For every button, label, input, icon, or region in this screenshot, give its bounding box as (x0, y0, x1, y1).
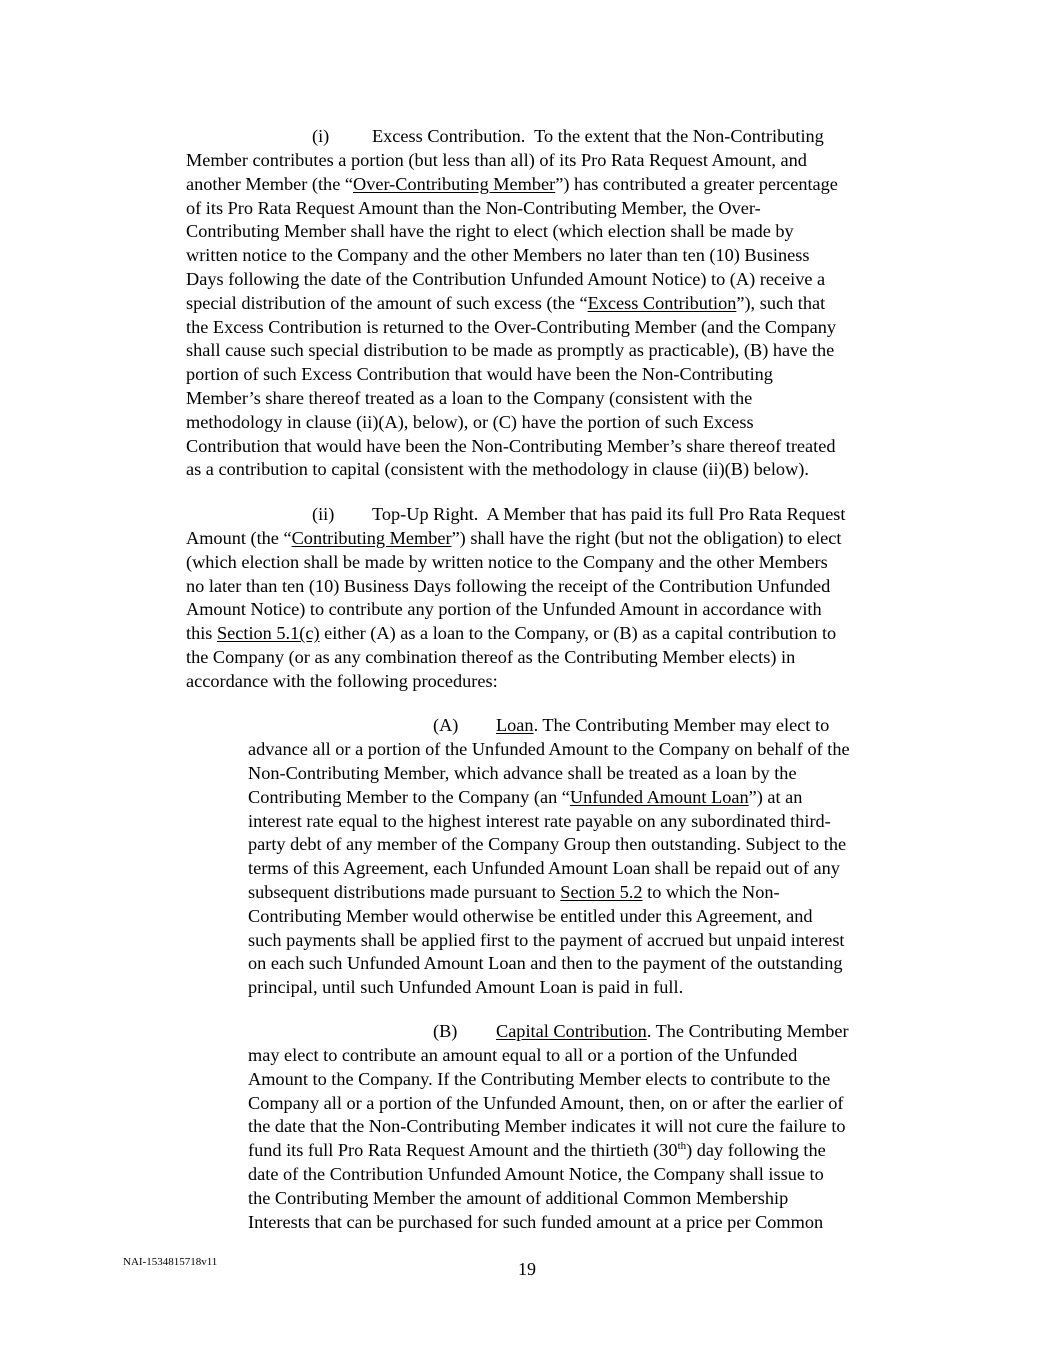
section-number: (B) (433, 1021, 458, 1041)
paragraph-line: the date that the Non-Contributing Member indicates it will not cure the failure to (248, 1116, 846, 1136)
paragraph-line: Days following the date of the Contribution Unfunded Amount Notice) to (A) receive a (186, 269, 826, 289)
section-number: (ii) (312, 504, 335, 524)
paragraph-line: written notice to the Company and the other Members no later than ten (10) Business (186, 245, 810, 265)
paragraph-line: Contributing Member would otherwise be entitled under this Agreement, and (248, 906, 813, 926)
paragraph-line: Amount (the “Contributing Member”) shall have the right (but not the obligation) to elect (186, 528, 842, 548)
paragraph-line: as a contribution to capital (consistent with the methodology in clause (ii)(B) below). (186, 459, 809, 479)
section-heading: Loan (496, 715, 534, 735)
paragraph-line: Contributing Member to the Company (an “Unfunded Amount Loan”) at an (248, 787, 803, 807)
paragraph-line: subsequent distributions made pursuant to Section 5.2 to which the Non- (248, 882, 780, 902)
paragraph-line: Amount Notice) to contribute any portion of the Unfunded Amount in accordance with (186, 599, 822, 619)
paragraph-line: the Company (or as any combination thereof as the Contributing Member elects) in (186, 647, 796, 667)
section-number: (i) (312, 126, 330, 146)
paragraph-line: on each such Unfunded Amount Loan and then to the payment of the outstanding (248, 953, 843, 973)
defined-term-contributing-member: Contributing Member (291, 528, 452, 548)
defined-term-excess-contribution: Excess Contribution (587, 293, 737, 313)
paragraph-line: interest rate equal to the highest interest rate payable on any subordinated third- (248, 811, 831, 831)
paragraph-line: Contributing Member shall have the right to elect (which election shall be made by (186, 221, 794, 241)
paragraph-line: such payments shall be applied first to the payment of accrued but unpaid interest (248, 930, 845, 950)
paragraph-line: Company all or a portion of the Unfunded Amount, then, on or after the earlier of (248, 1093, 844, 1113)
paragraph-line: the Excess Contribution is returned to the Over-Contributing Member (and the Company (186, 317, 837, 337)
paragraph-line: date of the Contribution Unfunded Amount Notice, the Company shall issue to (248, 1164, 824, 1184)
document-id: NAI-1534815718v11 (123, 1256, 218, 1268)
page-number: 19 (518, 1259, 536, 1279)
section-reference-5-2[interactable]: Section 5.2 (560, 882, 643, 902)
paragraph-line: Amount to the Company. If the Contributing Member elects to contribute to the (248, 1069, 831, 1089)
paragraph-line: shall cause such special distribution to be made as promptly as practicable), (B) have the (186, 340, 835, 360)
paragraph-line: this Section 5.1(c) either (A) as a loan to the Company, or (B) as a capital contribution to (186, 623, 837, 643)
paragraph-line: no later than ten (10) Business Days following the receipt of the Contribution Unfunded (186, 576, 831, 596)
paragraph-line: of its Pro Rata Request Amount than the Non-Contributing Member, the Over- (186, 198, 761, 218)
paragraph-line: (which election shall be made by written notice to the Company and the other Members (186, 552, 828, 572)
paragraph-line: advance all or a portion of the Unfunded Amount to the Company on behalf of the (248, 739, 850, 759)
paragraph-line: portion of such Excess Contribution that would have been the Non-Contributing (186, 364, 773, 384)
paragraph-line: Non-Contributing Member, which advance shall be treated as a loan by the (248, 763, 797, 783)
paragraph-line: Interests that can be purchased for such funded amount at a price per Common (248, 1212, 824, 1232)
paragraph-line: accordance with the following procedures: (186, 671, 498, 691)
defined-term-unfunded-amount-loan: Unfunded Amount Loan (569, 787, 749, 807)
paragraph-line: Member’s share thereof treated as a loan to the Company (consistent with the (186, 388, 753, 408)
paragraph-line: Contribution that would have been the Non-Contributing Member’s share thereof treated (186, 436, 836, 456)
paragraph-line: another Member (the “Over-Contributing Member”) has contributed a greater percentage (186, 174, 838, 194)
ordinal-suffix: th (677, 1140, 687, 1152)
section-reference-5-1-c[interactable]: Section 5.1(c) (216, 623, 320, 643)
paragraph-line: fund its full Pro Rata Request Amount and the thirtieth (30th) day following the (248, 1140, 826, 1160)
section-heading: Excess Contribution. (372, 126, 526, 146)
paragraph-line: may elect to contribute an amount equal to all or a portion of the Unfunded (248, 1045, 798, 1065)
paragraph-line: terms of this Agreement, each Unfunded Amount Loan shall be repaid out of any (248, 858, 840, 878)
section-heading: Top-Up Right. (372, 504, 479, 524)
paragraph-line: principal, until such Unfunded Amount Loan is paid in full. (248, 977, 684, 997)
section-number: (A) (433, 715, 459, 735)
paragraph-line: special distribution of the amount of such excess (the “Excess Contribution”), such that (186, 293, 826, 313)
paragraph-line: Member contributes a portion (but less than all) of its Pro Rata Request Amount, and (186, 150, 807, 170)
paragraph-line: the Contributing Member the amount of additional Common Membership (248, 1188, 789, 1208)
section-heading: Capital Contribution (496, 1021, 647, 1041)
paragraph-line: methodology in clause (ii)(A), below), or (C) have the portion of such Excess (186, 412, 754, 432)
paragraph-line: party debt of any member of the Company Group then outstanding. Subject to the (248, 834, 847, 854)
defined-term-over-contributing-member: Over-Contributing Member (353, 174, 556, 194)
